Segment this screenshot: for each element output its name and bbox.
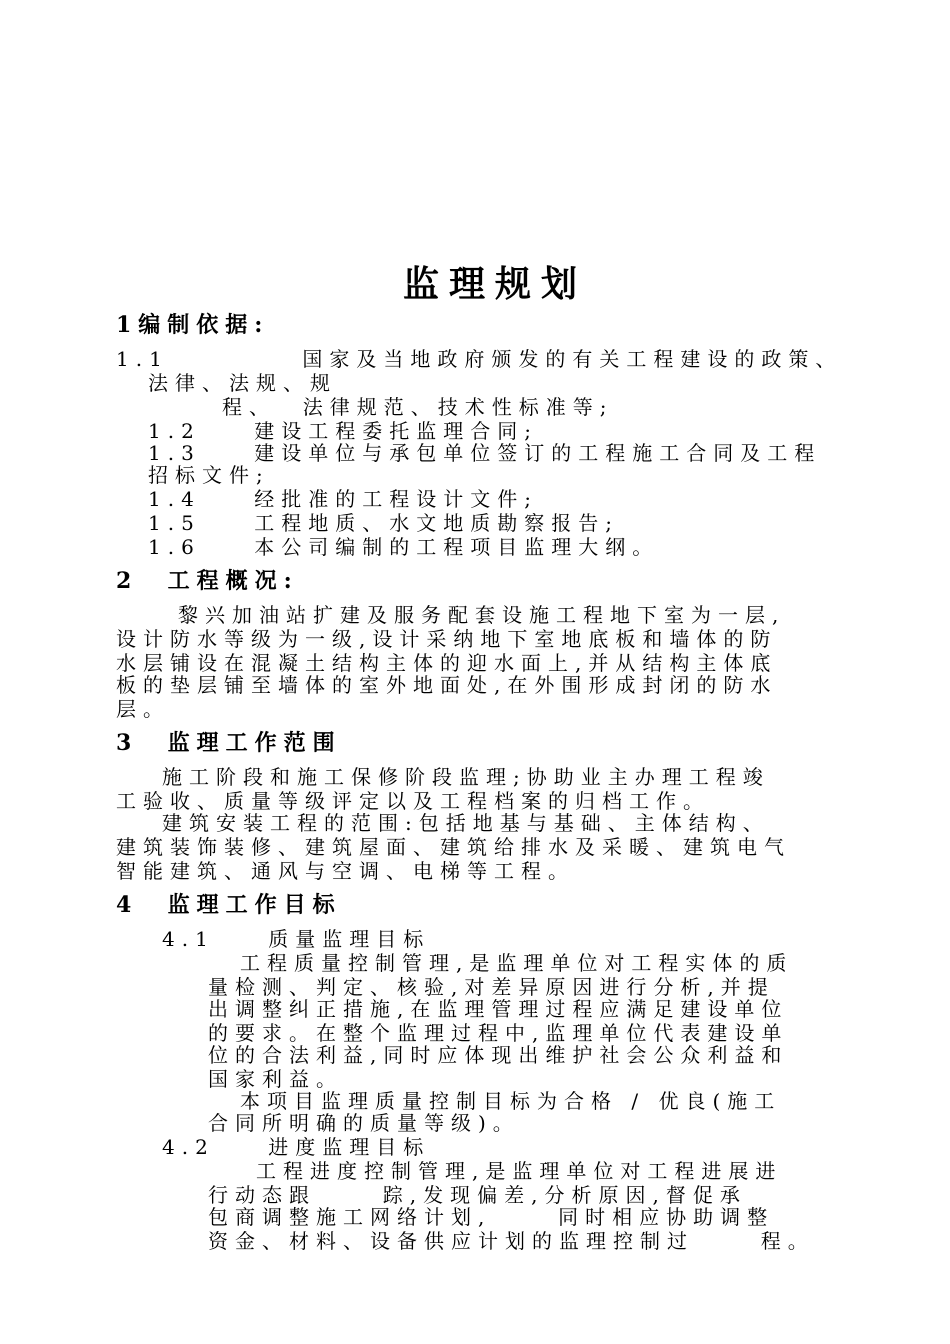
quality-para-line-5: 位的合法利益,同时应体现出维护社会公众利益和	[208, 1043, 789, 1067]
quality-para-line-2: 量检测、判定、核验,对差异原因进行分析,并提	[208, 975, 775, 999]
section-3-para-line-4: 建筑装饰装修、建筑屋面、建筑给排水及采暖、建筑电气	[116, 835, 791, 859]
section-1-heading: 1编制依据:	[116, 312, 270, 338]
quality-para-line-4: 的要求。在整个监理过程中,监理单位代表建设单	[208, 1021, 789, 1045]
schedule-para-line-4: 资金、材料、设备供应计划的监理控制过 程。	[208, 1229, 815, 1253]
quality-para-line-1: 工程质量控制管理,是监理单位对工程实体的质	[240, 951, 794, 975]
section-4-heading: 4 监理工作目标	[116, 892, 342, 918]
subsection-4-2-heading: 4.2 进度监理目标	[162, 1135, 431, 1159]
quality-para-line-6: 国家利益。	[208, 1067, 343, 1091]
item-1-1-line-2: 法律、法规、规	[148, 371, 337, 395]
section-2-para-line-5: 层。	[116, 697, 170, 721]
section-3-heading: 3 监理工作范围	[116, 730, 342, 756]
schedule-para-line-3: 包商调整施工网络计划, 同时相应协助调整	[208, 1205, 775, 1229]
section-3-para-line-5: 智能建筑、通风与空调、电梯等工程。	[116, 859, 575, 883]
item-1-2: 1.2 建设工程委托监理合同;	[148, 419, 538, 443]
section-2-para-line-2: 设计防水等级为一级,设计采纳地下室地底板和墙体的防	[116, 627, 778, 651]
item-1-6: 1.6 本公司编制的工程项目监理大纲。	[148, 535, 660, 559]
item-1-1-line-3: 程、 法律规范、技术性标准等;	[222, 395, 614, 419]
page-title: 监理规划	[402, 263, 587, 305]
quality-para-line-3: 出调整纠正措施,在监理管理过程应满足建设单位	[208, 997, 789, 1021]
subsection-4-1-heading: 4.1 质量监理目标	[162, 927, 431, 951]
section-3-para-line-2: 工验收、质量等级评定以及工程档案的归档工作。	[116, 789, 710, 813]
item-1-5: 1.5 工程地质、水文地质勘察报告;	[148, 511, 619, 535]
item-1-4: 1.4 经批准的工程设计文件;	[148, 487, 538, 511]
section-3-para-line-1: 施工阶段和施工保修阶段监理;协助业主办理工程竣	[162, 765, 770, 789]
item-1-3-line-2: 招标文件;	[148, 463, 270, 487]
schedule-para-line-1: 工程进度控制管理,是监理单位对工程进展进	[256, 1159, 783, 1183]
section-2-heading: 2 工程概况:	[116, 568, 299, 594]
schedule-para-line-2: 行动态跟 踪,发现偏差,分析原因,督促承	[208, 1183, 747, 1207]
section-2-para-line-3: 水层铺设在混凝土结构主体的迎水面上,并从结构主体底	[116, 651, 778, 675]
quality-para-line-7: 本项目监理质量控制目标为合格 / 优良(施工	[240, 1089, 782, 1113]
section-3-para-line-3: 建筑安装工程的范围:包括地基与基础、主体结构、	[162, 811, 770, 835]
quality-para-line-8: 合同所明确的质量等级)。	[208, 1111, 520, 1135]
section-2-para-line-1: 黎兴加油站扩建及服务配套设施工程地下室为一层,	[178, 603, 786, 627]
section-2-para-line-4: 板的垫层铺至墙体的室外地面处,在外围形成封闭的防水	[116, 673, 778, 697]
item-1-1-line-1: 1.1 国家及当地政府颁发的有关工程建设的政策、	[116, 347, 843, 371]
item-1-3-line-1: 1.3 建设单位与承包单位签订的工程施工合同及工程	[148, 441, 822, 465]
